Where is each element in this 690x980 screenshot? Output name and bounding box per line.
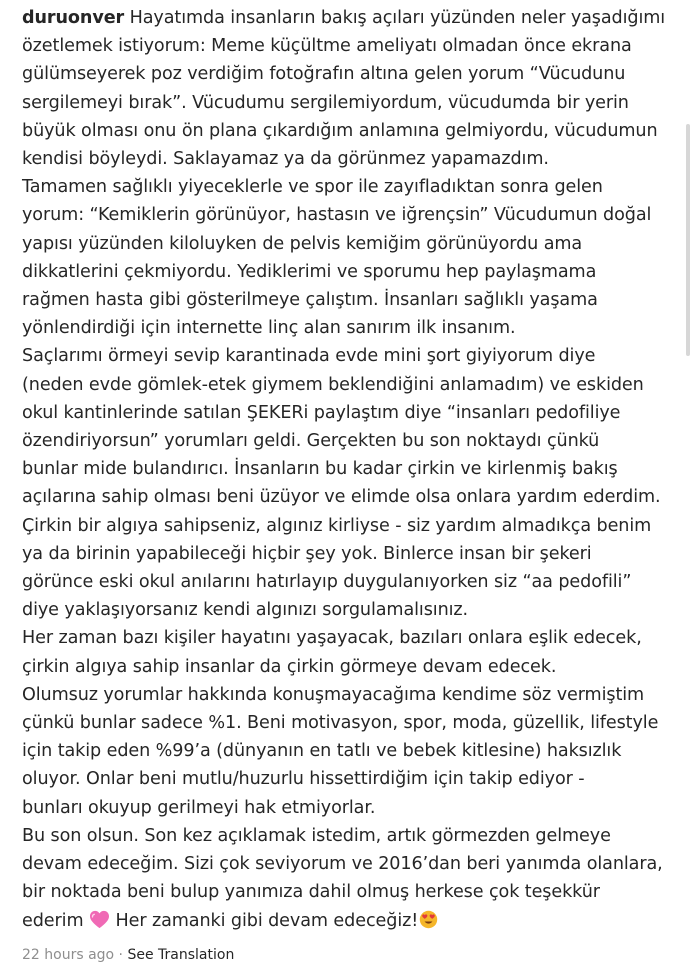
post-meta <box>22 945 234 965</box>
caption-line: bunları okuyup gerilmeyi hak etmiyorlar. <box>22 797 376 818</box>
see-translation-link[interactable]: See Translation <box>127 947 235 963</box>
caption-line: açılarına sahip olması beni üzüyor ve elimde olsa onlara yardım ederdim. <box>22 487 661 508</box>
caption-line: özendiriyorsun” yorumları geldi. Gerçekten bu son noktaydı çünkü <box>22 431 600 452</box>
caption-line-last <box>22 907 678 935</box>
caption-line: Olumsuz yorumlar hakkında konuşmayacağıma kendime söz vermiştim <box>22 684 645 705</box>
caption-line: dikkatlerini çekmiyordu. Yediklerimi ve sporumu hep paylaşmama <box>22 261 597 282</box>
caption-line: diye yaklaşıyorsanız kendi algınızı sorgulamalısınız. <box>22 600 469 621</box>
caption-line: çünkü bunlar sadece %1. Beni motivasyon, spor, moda, güzellik, lifestyle <box>22 713 659 734</box>
caption-line: rağmen hasta gibi gösterilmeye çalıştım. İnsanları sağlıklı yaşama <box>22 290 598 311</box>
caption-line: ya da birinin yapabileceği hiçbir şey yok. Binlerce insan bir şekeri <box>22 543 592 564</box>
caption-line: gülümseyerek poz verdiğim fotoğrafın altına gelen yorum “Vücudunu <box>22 64 626 85</box>
caption-line-1 <box>22 4 678 32</box>
post-caption <box>22 4 678 935</box>
caption-line: Tamamen sağlıklı yiyeceklerle ve spor ile zayıfladıktan sonra gelen <box>22 177 603 198</box>
scrollbar-thumb[interactable] <box>686 124 690 356</box>
caption-line: (neden evde gömlek-etek giymem beklendiğini anlamadım) ve eskiden <box>22 374 644 395</box>
caption-line: bir noktada beni bulup yanımıza dahil olmuş herkese çok teşekkür <box>22 882 600 903</box>
username-link[interactable]: duruonver <box>22 8 125 28</box>
caption-line: yorum: “Kemiklerin görünüyor, hastasın ve iğrençsin” Vücudumun doğal <box>22 205 652 226</box>
caption-line: özetlemek istiyorum: Meme küçültme ameliyatı olmadan önce ekrana <box>22 36 632 57</box>
smiling-face-heart-eyes-icon <box>418 910 439 929</box>
caption-line: oluyor. Onlar beni mutlu/huzurlu hissettirdiğim için takip ediyor - <box>22 769 585 790</box>
caption-line: sergilemeyi bırak”. Vücudumu sergilemiyordum, vücudumda bir yerin <box>22 92 629 113</box>
timestamp: 22 hours ago <box>22 947 115 963</box>
heart-icon <box>89 910 110 929</box>
caption-line: çirkin algıya sahip insanlar da çirkin görmeye devam edecek. <box>22 656 557 677</box>
caption-line: Bu son olsun. Son kez açıklamak istedim, artık görmezden gelmeye <box>22 825 611 846</box>
caption-line: Çirkin bir algıya sahipseniz, algınız kirliyse - siz yardım almadıkça benim <box>22 515 652 536</box>
caption-text: ederim <box>22 910 89 931</box>
caption-line: yapısı yüzünden kiloluyken de pelvis kemiğim görünüyordu ama <box>22 233 583 254</box>
caption-text: Her zamanki gibi devam edeceğiz! <box>109 910 419 931</box>
caption-line: görünce eski okul anılarını hatırlayıp duygulanıyorken siz “aa pedofili” <box>22 572 632 593</box>
meta-separator: · <box>114 947 128 963</box>
caption-line: Saçlarımı örmeyi sevip karantinada evde mini şort giyiyorum diye <box>22 346 596 367</box>
caption-line: yönlendirdiği için internette linç alan sanırım ilk insanım. <box>22 318 516 339</box>
caption-line: Her zaman bazı kişiler hayatını yaşayacak, bazıları onlara eşlik edecek, <box>22 628 642 649</box>
caption-line: için takip eden %99’a (dünyanın en tatlı ve bebek kitlesine) haksızlık <box>22 741 622 762</box>
caption-line: okul kantinlerinde satılan ŞEKERi paylaştım diye “insanları pedofiliye <box>22 402 621 423</box>
caption-line: büyük olması onu ön plana çıkardığım anlamına gelmiyordu, vücudumun <box>22 120 658 141</box>
caption-line: kendisi böyleydi. Saklayamaz ya da görünmez yapamazdım. <box>22 149 549 170</box>
caption-line: bunlar mide bulandırıcı. İnsanların bu kadar çirkin ve kirlenmiş bakış <box>22 459 618 480</box>
caption-line: devam edeceğim. Sizi çok seviyorum ve 2016’dan beri yanımda olanlara, <box>22 854 663 875</box>
caption-text: Hayatımda insanların bakış açıları yüzünden neler yaşadığımı <box>124 8 666 28</box>
